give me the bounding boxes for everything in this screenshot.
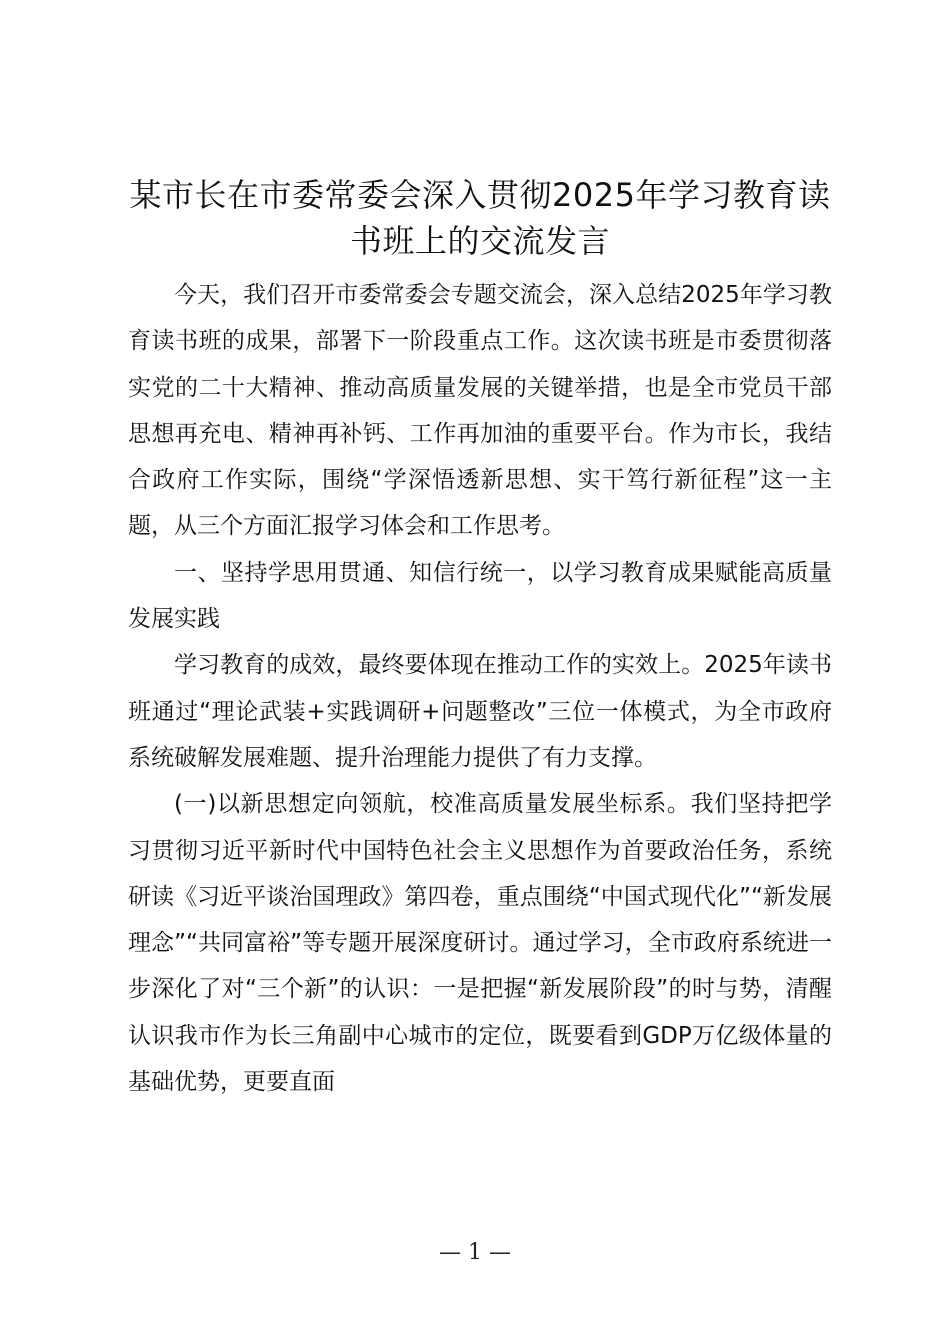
document-title: 某市长在市委常委会深入贯彻2025年学习教育读书班上的交流发言 bbox=[129, 176, 831, 260]
page-number: — 1 — bbox=[439, 1240, 511, 1265]
paragraph-subsection-1: (一)以新思想定向领航，校准高质量发展坐标系。我们坚持把学习贯彻习近平新时代中国特色社会主义思想作为首要政治任务，系统研读《习近平谈治国理政》第四卷，重点围绕“中国式现代化”“新发展理念”“共同富裕”等专题开展深度研讨。通过学习，全市政府系统进一步深化了对“三个新”的认识：一是把握“新发展阶段”的时与势，清醒认识我市作为长三角副中心城市的定位，既要看到GDP万亿级体量的基础优势，更要直面 bbox=[128, 791, 832, 1096]
document-body bbox=[128, 272, 832, 1105]
section-heading-1: 一、坚持学思用贯通、知信行统一，以学习教育成果赋能高质量发展实践 bbox=[128, 559, 832, 633]
paragraph-intro: 今天，我们召开市委常委会专题交流会，深入总结2025年学习教育读书班的成果，部署下一阶段重点工作。这次读书班是市委贯彻落实党的二十大精神、推动高质量发展的关键举措，也是全市党员干部思想再充电、精神再补钙、工作再加油的重要平台。作为市长，我结合政府工作实际，围绕“学深悟透新思想、实干笃行新征程”这一主题，从三个方面汇报学习体会和工作思考。 bbox=[128, 282, 832, 540]
paragraph-section-1-intro: 学习教育的成效，最终要体现在推动工作的实效上。2025年读书班通过“理论武装+实践调研+问题整改”三位一体模式，为全市政府系统破解发展难题、提升治理能力提供了有力支撑。 bbox=[128, 652, 832, 771]
